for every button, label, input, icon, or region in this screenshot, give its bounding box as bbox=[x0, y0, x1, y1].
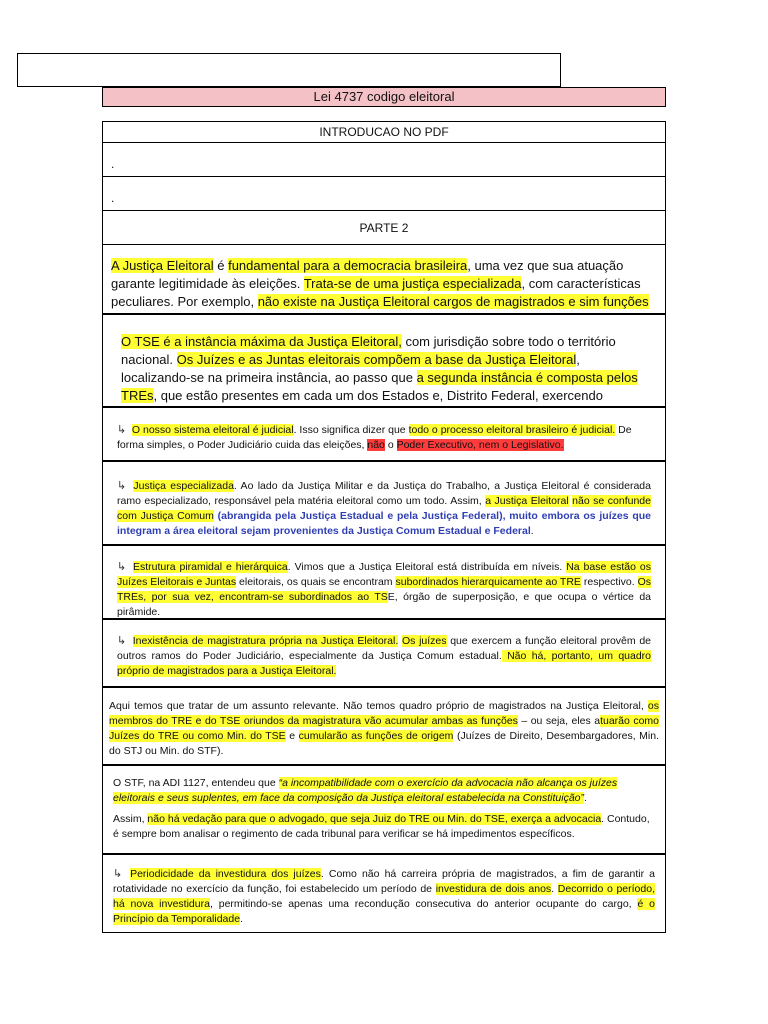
dot-row-2: . bbox=[103, 177, 665, 211]
paragraph-4 bbox=[102, 461, 666, 545]
hand-pointer-icon: ↳ bbox=[113, 868, 123, 880]
text-span: , localizando-se na primeira instância, ao passo que bbox=[121, 352, 580, 385]
text-span: . bbox=[551, 883, 558, 895]
text-span: Na base estão os Juízes Eleitorais e Juntas bbox=[117, 561, 651, 588]
text-span: que exercem a função eleitoral provêm de outros ramos do Poder Judiciário, especialmente da Justiça Comum estadual. bbox=[117, 635, 651, 662]
text-span: , uma vez que sua atuação garante legitimidade às eleições. bbox=[111, 258, 624, 291]
document-title: Lei 4737 codigo eleitoral bbox=[102, 87, 666, 107]
text-span: respectivo. bbox=[580, 576, 638, 588]
text-span: , que estão presentes em cada um dos Estados e, Distrito Federal, exercendo bbox=[153, 388, 603, 403]
paragraph-8 bbox=[102, 765, 666, 854]
text-span: eleitorais, os quais se encontram bbox=[236, 576, 396, 588]
header-table bbox=[102, 121, 666, 245]
text-span: não há vedação para que o advogado, que seja Juiz do TRE ou Min. do TSE, exerça a advocacia bbox=[147, 813, 602, 825]
text-span: Assim, bbox=[113, 813, 148, 825]
text-span: Periodicidade da investidura dos juízes bbox=[130, 868, 321, 880]
text-span: . Como não há carreira própria de magistrados, a fim de garantir a rotatividade no exercício da função, foi estabelecido um período de bbox=[113, 868, 656, 895]
text-span: Trata-se de uma justiça especializada bbox=[303, 276, 522, 291]
paragraph-3 bbox=[102, 407, 666, 461]
hand-pointer-icon: ↳ bbox=[117, 635, 127, 647]
text-span: é o Princípio da Temporalidade bbox=[113, 898, 655, 925]
text-span: fundamental para a democracia brasileira bbox=[228, 258, 468, 273]
paragraph-2 bbox=[102, 314, 666, 407]
text-span: Inexistência de magistratura própria na Justiça Eleitoral. bbox=[132, 635, 399, 647]
parte-row: PARTE 2 bbox=[103, 211, 665, 245]
quote-span: “a incompatibilidade com o exercício da advocacia não alcança os juízes eleitorais e seus suplentes, em face da composição da Justiça eleitoral estabelecida na Constituição” bbox=[113, 777, 618, 804]
text-span: , com características peculiares. Por exemplo, bbox=[111, 276, 641, 309]
text-span: . Vimos que a Justiça Eleitoral está distribuída em níveis. bbox=[287, 561, 567, 573]
hand-pointer-icon: ↳ bbox=[117, 480, 127, 492]
hand-pointer-icon: ↳ bbox=[117, 561, 127, 573]
text-span: E, órgão de superposição, e que ocupa o vértice da pirâmide. bbox=[117, 591, 651, 618]
blank-header-box bbox=[17, 53, 561, 87]
text-span: Decorrido o período, há nova investidura bbox=[113, 883, 655, 910]
text-span: O STF, na ADI 1127, entendeu que bbox=[113, 777, 279, 789]
text-span: e bbox=[285, 730, 299, 742]
text-span: é bbox=[213, 258, 229, 273]
intro-row: INTRODUCAO NO PDF bbox=[103, 122, 665, 143]
text-span: não existe na Justiça Eleitoral cargos de magistrados e sim funções bbox=[257, 294, 649, 309]
text-span: O TSE é a instância máxima da Justiça Eleitoral, bbox=[121, 334, 402, 349]
text-span: . bbox=[530, 525, 534, 537]
text-span: Aqui temos que tratar de um assunto relevante. Não temos quadro próprio de magistrados na Justiça Eleitoral, bbox=[109, 700, 648, 712]
text-span: – ou seja, eles a bbox=[517, 715, 601, 727]
hand-pointer-icon: ↳ bbox=[117, 424, 127, 436]
text-span: O nosso sistema eleitoral é judicial bbox=[131, 424, 294, 436]
text-span: A Justiça Eleitoral bbox=[111, 258, 214, 273]
text-span: subordinados hierarquicamente ao TRE bbox=[395, 576, 581, 588]
text-span: cumularão as funções de origem bbox=[298, 730, 454, 742]
text-span: Estrutura piramidal e hierárquica bbox=[132, 561, 288, 573]
text-span: com jurisdição sobre todo o território nacional. bbox=[121, 334, 616, 367]
text-span: . Ao lado da Justiça Militar e da Justiça do Trabalho, a Justiça Eleitoral é considerada ramo especializado, responsável pela matéria eleitoral como um todo. Assim, bbox=[117, 480, 651, 507]
text-span: Os Juízes e as Juntas eleitorais compõem a base da Justiça Eleitoral bbox=[176, 352, 577, 367]
paragraph-6 bbox=[102, 619, 666, 687]
text-span: os membros do TRE e do TSE oriundos da magistratura vão acumular ambas as funções bbox=[109, 700, 659, 727]
text-span: não bbox=[367, 439, 385, 451]
text-span: tuarão como Juízes do TRE ou como Min. do TSE bbox=[109, 715, 659, 742]
text-span: investidura de dois anos bbox=[435, 883, 552, 895]
paragraph-5 bbox=[102, 545, 666, 619]
text-span: o bbox=[384, 439, 397, 451]
text-span: Poder Executivo, nem o Legislativo. bbox=[396, 439, 564, 451]
paragraph-9 bbox=[102, 854, 666, 933]
text-span: todo o processo eleitoral brasileiro é judicial. bbox=[408, 424, 616, 436]
text-span: a Justiça Eleitoral bbox=[485, 495, 569, 507]
text-span: . bbox=[584, 792, 587, 804]
text-span: a segunda instância é composta pelos TREs bbox=[121, 370, 638, 403]
text-span: Os juízes bbox=[401, 635, 447, 647]
text-span: . Contudo, é sempre bom analisar o regimento de cada tribunal para verificar se há impedimentos específicos. bbox=[113, 813, 650, 840]
text-span: . bbox=[240, 913, 243, 925]
text-span: não se confunde com Justiça Comum bbox=[117, 495, 651, 522]
paragraph-7 bbox=[102, 687, 666, 765]
text-span: (abrangida pela Justiça Estadual e pela Justiça Federal), muito embora os juízes que integram a área eleitoral sejam provenientes da Justiça Comum Estadual e Federal bbox=[117, 510, 651, 537]
text-span: (Juízes de Direito, Desembargadores, Min. do STJ ou Min. do STF). bbox=[109, 730, 660, 757]
text-span: Os TREs, por sua vez, encontram-se subordinados ao TS bbox=[117, 576, 651, 603]
dot-row-1: . bbox=[103, 143, 665, 177]
text-span: Não há, portanto, um quadro próprio de magistrados para a Justiça Eleitoral. bbox=[117, 650, 652, 677]
text-span: . Isso significa dizer que bbox=[293, 424, 409, 436]
text-span: , permitindo-se apenas uma recondução consecutiva do anterior ocupante do cargo, bbox=[209, 898, 638, 910]
paragraph-1 bbox=[102, 244, 666, 314]
text-span: Justiça especializada bbox=[133, 480, 234, 492]
text-span: De forma simples, o Poder Judiciário cuida das eleições, bbox=[117, 424, 632, 451]
